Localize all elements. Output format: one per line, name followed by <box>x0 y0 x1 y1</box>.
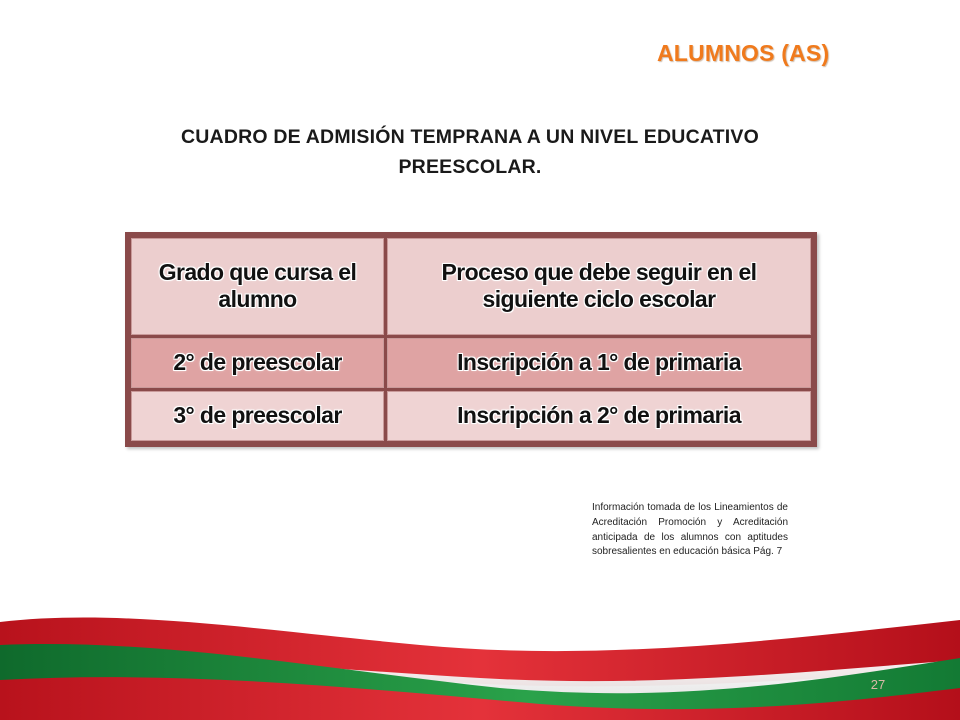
admission-table-frame <box>125 232 817 447</box>
cell-process: Inscripción a 1° de primaria <box>387 338 811 388</box>
admission-table <box>128 235 814 444</box>
table-row <box>131 338 811 388</box>
page-number: 27 <box>870 677 886 692</box>
header-process: Proceso que debe seguir en el siguiente ciclo escolar <box>387 238 811 335</box>
table-row <box>131 391 811 441</box>
source-note: Información tomada de los Lineamientos de Acreditación Promoción y Acreditación anticipada de los alumnos con aptitudes sobresalientes en educación básica Pág. 7 <box>592 502 788 558</box>
cell-grade: 2° de preescolar <box>131 338 384 388</box>
cell-process: Inscripción a 2° de primaria <box>387 391 811 441</box>
header-grade: Grado que cursa el alumno <box>131 238 384 335</box>
decorative-ribbon <box>0 600 960 720</box>
cell-grade: 3° de preescolar <box>131 391 384 441</box>
table-header-row <box>131 238 811 335</box>
slide-title: ALUMNOS (AS) <box>657 40 830 66</box>
page-heading: CUADRO DE ADMISIÓN TEMPRANA A UN NIVEL EDUCATIVO PREESCOLAR. <box>180 126 759 178</box>
